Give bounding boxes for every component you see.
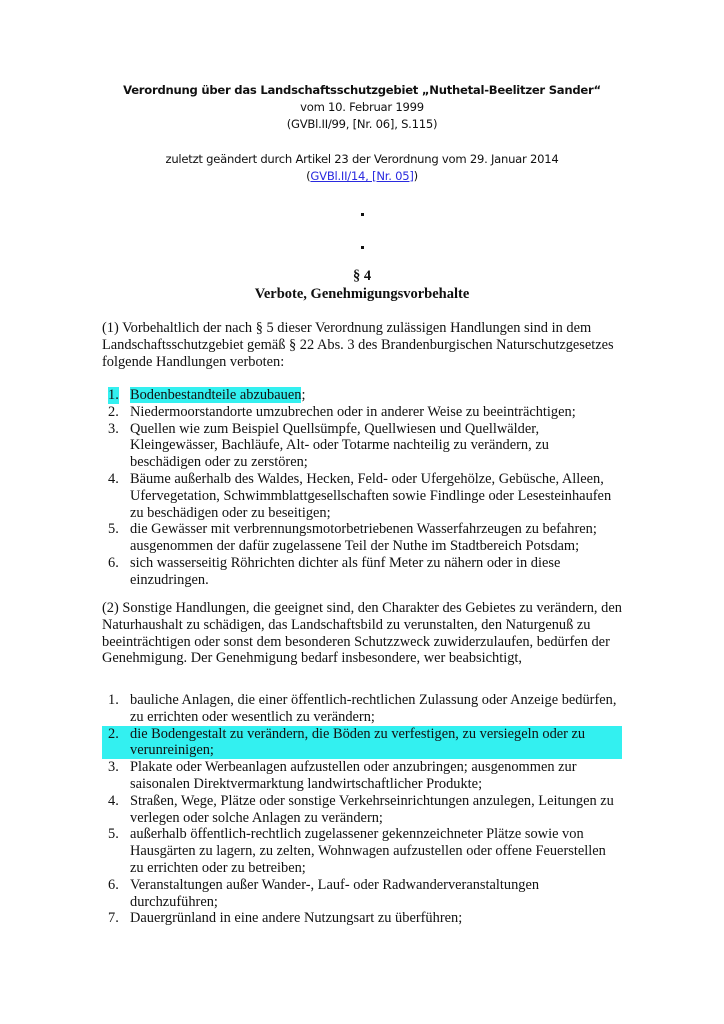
- item-text: Quellen wie zum Beispiel Quellsümpfe, Quellwiesen und Quellwälder, Kleingewässer, Bachläufe, Alt- oder Totarme nachteilig zu verändern, zu beschädigen oder zu zerstören;: [130, 420, 549, 471]
- ellipsis-dot: [361, 246, 364, 249]
- amendment-note: zuletzt geändert durch Artikel 23 der Verordnung vom 29. Januar 2014: [165, 152, 559, 166]
- item-text: Plakate oder Werbeanlagen aufzustellen oder anzubringen; ausgenommen zur saisonalen Direktvermarktung landwirtschaftlicher Produkte;: [130, 759, 577, 792]
- item-text: sich wasserseitig Röhrichten dichter als fünf Meter zu nähern oder in diese einzudringen.: [130, 554, 561, 588]
- list-item: 4. Bäume außerhalb des Waldes, Hecken, Feld- oder Ufergehölze, Gebüsche, Alleen, Ufervegetation, Schwimmblattgesellschaften sowie Findlinge oder Lesesteinhaufen zu beschädigen oder zu beseitigen;: [108, 470, 612, 521]
- item-text: bauliche Anlagen, die einer öffentlich-rechtlichen Zulassung oder Anzeige bedürfen, zu errichten oder wesentlich zu verändern;: [130, 692, 617, 725]
- item-text: Bäume außerhalb des Waldes, Hecken, Feld- oder Ufergehölze, Gebüsche, Alleen, Ufervegetation, Schwimmblattgesellschaften sowie Findlinge oder Lesesteinhaufen zu beschädigen oder zu beseitigen;: [130, 470, 612, 521]
- list-item: 6. sich wasserseitig Röhrichten dichter als fünf Meter zu nähern oder in diese einzudringen.: [108, 554, 561, 588]
- permit-list: [102, 692, 622, 927]
- section-number: § 4: [352, 268, 372, 284]
- item-text: Niedermoorstandorte umzubrechen oder in anderer Weise zu beeinträchtigen;: [130, 403, 576, 420]
- list-item-highlighted: 2. die Bodengestalt zu verändern, die Böden zu verfestigen, zu versiegeln oder zu verunreinigen;: [102, 726, 622, 760]
- list-item: 6. Veranstaltungen außer Wander-, Lauf- oder Radwanderveranstaltungen durchzuführen;: [108, 876, 540, 910]
- paragraph-2: (2) Sonstige Handlungen, die geeignet sind, den Charakter des Gebietes zu verändern, den Naturhaushalt zu schädigen, das Landschaftsbild zu verunstalten, den Naturgenuß zu beeinträchtigen oder sonst dem besonderen Schutzzweck zuwiderzulaufen, bedürfen der Genehmigung. Der Genehmigung bedarf insbesondere, wer beabsichtigt,: [102, 600, 622, 667]
- list-item: 5. die Gewässer mit verbrennungsmotorbetriebenen Wasserfahrzeugen zu befahren; ausgenommen der dafür zugelassene Teil der Nuthe im Stadtbereich Potsdam;: [108, 521, 597, 555]
- list-item: 7. Dauergrünland in eine andere Nutzungsart zu überführen;: [108, 910, 463, 927]
- paragraph-1: (1) Vorbehaltlich der nach § 5 dieser Verordnung zulässigen Handlungen sind in dem Landschaftsschutzgebiet gemäß § 22 Abs. 3 des Brandenburgischen Naturschutzgesetzes folgende Handlungen verboten:: [102, 320, 614, 370]
- document-header: [0, 82, 724, 185]
- item-number: 1.: [108, 387, 119, 403]
- regulation-date: vom 10. Februar 1999: [300, 100, 424, 114]
- item-text: außerhalb öffentlich-rechtlich zugelassener gekennzeichneter Plätze sowie von Hausgärten zu lagern, zu zelten, Wohnwagen aufzustellen oder offene Feuerstellen zu errichten oder zu betreiben;: [130, 826, 606, 876]
- item-text-highlighted: Bodenbestandteile abzubauen: [130, 387, 302, 403]
- prohibitions-list: [102, 387, 622, 589]
- item-text: Dauergrünland in eine andere Nutzungsart zu überführen;: [130, 910, 463, 927]
- list-item: 1. Bodenbestandteile abzubauen;: [108, 387, 306, 403]
- list-item: 3. Plakate oder Werbeanlagen aufzustellen oder anzubringen; ausgenommen zur saisonalen Direktvermarktung landwirtschaftlicher Produkte;: [108, 759, 577, 792]
- list-item: 4. Straßen, Wege, Plätze oder sonstige Verkehrseinrichtungen anzulegen, Leitungen zu verlegen oder solche Anlagen zu verändern;: [108, 792, 614, 826]
- list-item: 1. bauliche Anlagen, die einer öffentlich-rechtlichen Zulassung oder Anzeige bedürfen, zu errichten oder wesentlich zu verändern;: [108, 692, 617, 725]
- list-item: 2. Niedermoorstandorte umzubrechen oder in anderer Weise zu beeinträchtigen;: [108, 403, 576, 420]
- item-text: die Gewässer mit verbrennungsmotorbetriebenen Wasserfahrzeugen zu befahren; ausgenommen der dafür zugelassene Teil der Nuthe im Stadtbereich Potsdam;: [130, 521, 597, 555]
- regulation-citation: (GVBl.II/99, [Nr. 06], S.115): [286, 117, 438, 131]
- section-title: Verbote, Genehmigungsvorbehalte: [254, 286, 470, 302]
- amendment-link[interactable]: GVBl.II/14, [Nr. 05]: [310, 169, 414, 183]
- amendment-reference: (GVBl.II/14, [Nr. 05]): [306, 169, 418, 183]
- item-text: die Bodengestalt zu verändern, die Böden zu verfestigen, zu versiegeln oder zu verunreinigen;: [130, 725, 586, 759]
- item-text: Straßen, Wege, Plätze oder sonstige Verkehrseinrichtungen anzulegen, Leitungen zu verlegen oder solche Anlagen zu verändern;: [130, 792, 614, 826]
- regulation-title: Verordnung über das Landschaftsschutzgebiet „Nuthetal-Beelitzer Sander“: [123, 83, 601, 97]
- list-item: 3. Quellen wie zum Beispiel Quellsümpfe, Quellwiesen und Quellwälder, Kleingewässer, Bachläufe, Alt- oder Totarme nachteilig zu verändern, zu beschädigen oder zu zerstören;: [108, 420, 549, 471]
- list-item: 5. außerhalb öffentlich-rechtlich zugelassener gekennzeichneter Plätze sowie von Hausgärten zu lagern, zu zelten, Wohnwagen aufzustellen oder offene Feuerstellen zu errichten oder zu betreiben;: [108, 826, 606, 876]
- ellipsis-dot: [361, 213, 364, 216]
- item-text: Veranstaltungen außer Wander-, Lauf- oder Radwanderveranstaltungen durchzuführen;: [130, 876, 540, 910]
